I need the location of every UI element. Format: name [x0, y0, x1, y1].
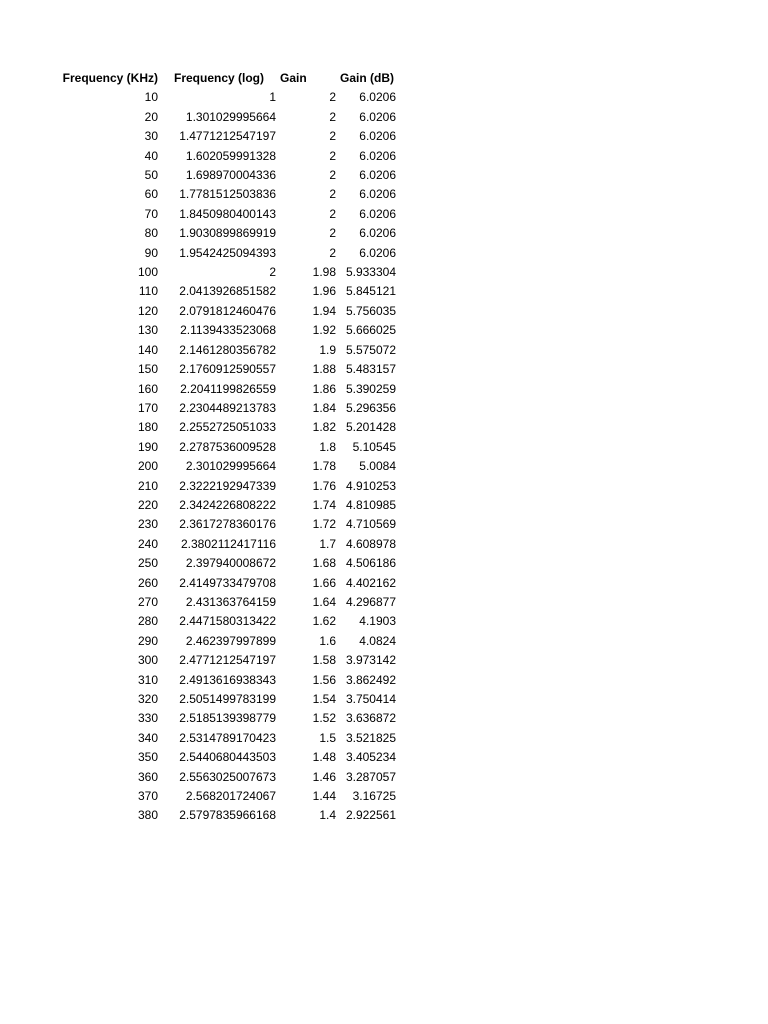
cell-frequency-khz: 320 [137, 692, 158, 706]
cell-frequency-log: 2.301029995664 [185, 459, 276, 474]
header-gain-db: Gain (dB) [340, 71, 394, 85]
table-row [0, 593, 398, 612]
table-row [0, 632, 398, 651]
cell-frequency-log: 2.4471580313422 [179, 614, 276, 629]
table-row [0, 341, 398, 360]
cell-gain: 1.84 [312, 400, 336, 415]
cell-gain: 1.92 [312, 323, 336, 338]
cell-frequency-khz: 380 [137, 808, 158, 823]
table-row [0, 185, 398, 204]
header-frequency-log: Frequency (log) [173, 71, 264, 85]
cell-frequency-log: 2.2552725051033 [179, 420, 276, 435]
table-row [0, 515, 398, 534]
table-row [0, 729, 398, 748]
cell-frequency-khz: 200 [137, 459, 158, 474]
cell-frequency-khz: 150 [137, 362, 158, 377]
cell-gain-db: 6.0206 [359, 109, 396, 124]
table-row [0, 574, 398, 593]
cell-gain: 1.68 [312, 556, 336, 571]
cell-frequency-khz: 50 [144, 168, 158, 183]
cell-gain-db: 6.0206 [359, 187, 396, 202]
cell-frequency-log: 2.4149733479708 [179, 575, 276, 590]
cell-frequency-log: 2.3424226808222 [179, 497, 276, 512]
table-row [0, 205, 398, 224]
cell-frequency-log: 1.8450980400143 [179, 206, 276, 221]
cell-gain-db: 6.0206 [359, 245, 396, 260]
cell-gain: 1.72 [312, 517, 336, 532]
cell-gain-db: 4.296877 [345, 594, 396, 609]
cell-frequency-log: 2.462397997899 [185, 633, 276, 648]
table-row [0, 709, 398, 728]
cell-frequency-log: 2.5440680443503 [179, 750, 276, 765]
cell-gain-db: 4.402162 [345, 575, 396, 590]
cell-gain: 2 [329, 109, 336, 124]
cell-gain: 1.4 [319, 808, 336, 823]
table-row [0, 224, 398, 243]
cell-gain-db: 5.296356 [345, 400, 396, 415]
cell-gain: 2 [329, 168, 336, 183]
cell-gain-db: 3.521825 [345, 730, 396, 745]
cell-gain: 1.46 [312, 769, 336, 784]
cell-gain-db: 4.608978 [345, 536, 396, 551]
cell-frequency-khz: 290 [137, 633, 158, 648]
cell-frequency-log: 1 [269, 90, 276, 105]
table-row [0, 438, 398, 457]
table-row [0, 671, 398, 690]
cell-frequency-khz: 40 [144, 148, 158, 163]
cell-frequency-khz: 100 [137, 265, 158, 280]
table-row [0, 263, 398, 282]
table-row [0, 147, 398, 166]
cell-gain: 2 [329, 187, 336, 202]
cell-frequency-log: 2.431363764159 [185, 594, 276, 609]
cell-frequency-log: 2 [269, 265, 276, 280]
table-row [0, 806, 398, 825]
cell-gain-db: 3.750414 [345, 692, 396, 706]
cell-gain: 2 [329, 245, 336, 260]
cell-gain: 2 [329, 206, 336, 221]
cell-gain: 1.76 [312, 478, 336, 493]
table-row [0, 612, 398, 631]
cell-frequency-log: 2.5797835966168 [179, 808, 276, 823]
cell-frequency-log: 2.1461280356782 [179, 342, 276, 357]
cell-frequency-khz: 80 [144, 226, 158, 241]
cell-gain-db: 5.0084 [359, 459, 396, 474]
cell-frequency-khz: 240 [137, 536, 158, 551]
cell-frequency-khz: 350 [137, 750, 158, 765]
table-row [0, 282, 398, 301]
table-row [0, 127, 398, 146]
cell-frequency-log: 1.9542425094393 [179, 245, 276, 260]
cell-gain-db: 5.483157 [345, 362, 396, 377]
cell-gain: 2 [329, 90, 336, 105]
cell-frequency-khz: 370 [137, 789, 158, 804]
cell-frequency-khz: 330 [137, 711, 158, 726]
cell-frequency-khz: 120 [137, 303, 158, 318]
cell-frequency-khz: 160 [137, 381, 158, 396]
cell-frequency-log: 2.0791812460476 [179, 303, 276, 318]
cell-frequency-log: 2.5185139398779 [179, 711, 276, 726]
header-row [0, 69, 398, 88]
cell-gain: 1.44 [312, 789, 336, 804]
table-row [0, 748, 398, 767]
cell-frequency-khz: 180 [137, 420, 158, 435]
cell-gain-db: 4.506186 [345, 556, 396, 571]
cell-gain-db: 4.0824 [359, 633, 396, 648]
cell-frequency-log: 2.2041199826559 [180, 381, 276, 396]
cell-gain: 1.54 [312, 692, 336, 706]
cell-frequency-log: 1.602059991328 [185, 148, 276, 163]
cell-frequency-khz: 310 [137, 672, 158, 687]
cell-frequency-khz: 70 [144, 206, 158, 221]
cell-gain-db: 5.575072 [345, 342, 396, 357]
cell-gain: 1.9 [319, 342, 336, 357]
cell-gain-db: 5.666025 [345, 323, 396, 338]
cell-gain: 1.98 [312, 265, 336, 280]
cell-frequency-khz: 250 [137, 556, 158, 571]
cell-frequency-log: 2.0413926851582 [179, 284, 276, 299]
table-row [0, 418, 398, 437]
cell-gain-db: 6.0206 [359, 90, 396, 105]
cell-frequency-log: 2.397940008672 [185, 556, 276, 571]
table-row [0, 554, 398, 573]
table-row [0, 108, 398, 127]
cell-frequency-khz: 110 [138, 284, 158, 299]
cell-gain: 1.58 [312, 653, 336, 668]
cell-frequency-log: 2.2304489213783 [179, 400, 276, 415]
cell-frequency-log: 2.3617278360176 [179, 517, 276, 532]
cell-frequency-khz: 140 [137, 342, 158, 357]
table-row [0, 496, 398, 515]
cell-frequency-khz: 20 [144, 109, 158, 124]
cell-frequency-log: 2.4771212547197 [179, 653, 276, 668]
cell-gain-db: 3.973142 [345, 653, 396, 668]
cell-frequency-khz: 210 [137, 478, 158, 493]
cell-frequency-khz: 340 [137, 730, 158, 745]
table-body [0, 88, 398, 825]
cell-gain: 1.86 [312, 381, 336, 396]
cell-frequency-log: 2.3222192947339 [179, 478, 276, 493]
cell-gain-db: 6.0206 [359, 129, 396, 144]
table-row [0, 244, 398, 263]
cell-gain-db: 3.405234 [345, 750, 396, 765]
table-row [0, 768, 398, 787]
cell-frequency-log: 2.1139433523068 [180, 323, 276, 338]
cell-frequency-khz: 220 [137, 497, 158, 512]
cell-gain-db: 4.910253 [345, 478, 396, 493]
cell-gain: 1.62 [312, 614, 336, 629]
table-row [0, 321, 398, 340]
cell-frequency-khz: 230 [137, 517, 158, 532]
cell-gain: 1.52 [312, 711, 336, 726]
cell-frequency-khz: 60 [144, 187, 158, 202]
cell-frequency-khz: 270 [137, 594, 158, 609]
cell-gain: 1.94 [312, 303, 336, 318]
cell-gain-db: 6.0206 [359, 148, 396, 163]
header-frequency-khz: Frequency (KHz) [62, 71, 158, 85]
cell-gain-db: 5.845121 [345, 284, 396, 299]
cell-gain: 1.74 [312, 497, 336, 512]
cell-gain: 1.5 [319, 730, 336, 745]
cell-gain: 1.78 [312, 459, 336, 474]
cell-frequency-log: 1.7781512503836 [179, 187, 276, 202]
cell-frequency-khz: 300 [137, 653, 158, 668]
cell-gain-db: 5.10545 [352, 439, 396, 454]
cell-gain: 1.8 [319, 439, 336, 454]
cell-frequency-log: 2.5314789170423 [179, 730, 276, 745]
table-row [0, 380, 398, 399]
cell-frequency-log: 1.4771212547197 [179, 129, 276, 144]
cell-gain: 2 [329, 226, 336, 241]
cell-frequency-log: 2.4913616938343 [179, 672, 276, 687]
cell-frequency-log: 2.3802112417116 [181, 536, 276, 551]
cell-gain-db: 5.933304 [345, 265, 396, 280]
cell-gain-db: 3.636872 [345, 711, 396, 726]
cell-frequency-khz: 10 [144, 90, 158, 105]
table-row [0, 787, 398, 806]
table-row [0, 651, 398, 670]
cell-gain-db: 3.16725 [352, 789, 396, 804]
cell-frequency-log: 1.9030899869919 [179, 226, 276, 241]
table-row [0, 360, 398, 379]
cell-gain-db: 4.710569 [345, 517, 396, 532]
cell-frequency-khz: 190 [137, 439, 158, 454]
cell-frequency-khz: 170 [137, 400, 158, 415]
cell-gain-db: 4.1903 [359, 614, 396, 629]
cell-gain: 1.66 [312, 575, 336, 590]
cell-gain-db: 3.287057 [345, 769, 396, 784]
cell-frequency-khz: 260 [137, 575, 158, 590]
header-gain: Gain [280, 71, 307, 85]
table-row [0, 399, 398, 418]
cell-gain-db: 5.201428 [345, 420, 396, 435]
spreadsheet [0, 69, 398, 826]
table-row [0, 457, 398, 476]
cell-gain: 1.7 [319, 536, 336, 551]
cell-frequency-khz: 30 [144, 129, 158, 144]
cell-gain-db: 5.756035 [345, 303, 396, 318]
cell-gain-db: 5.390259 [345, 381, 396, 396]
cell-gain: 1.96 [312, 284, 336, 299]
cell-frequency-log: 2.568201724067 [185, 789, 276, 804]
cell-frequency-log: 2.2787536009528 [179, 439, 276, 454]
table-row [0, 535, 398, 554]
cell-gain: 1.56 [312, 672, 336, 687]
cell-gain: 1.6 [319, 633, 336, 648]
cell-gain: 2 [329, 148, 336, 163]
data-table [0, 69, 398, 826]
table-row [0, 88, 398, 107]
cell-gain: 1.64 [312, 594, 336, 609]
cell-frequency-khz: 280 [137, 614, 158, 629]
cell-gain-db: 6.0206 [359, 168, 396, 183]
cell-frequency-log: 1.698970004336 [185, 168, 276, 183]
cell-frequency-khz: 360 [137, 769, 158, 784]
cell-frequency-khz: 130 [137, 323, 158, 338]
cell-gain-db: 3.862492 [345, 672, 396, 687]
table-row [0, 302, 398, 321]
cell-frequency-log: 2.5563025007673 [179, 769, 276, 784]
cell-gain-db: 4.810985 [345, 497, 396, 512]
table-row [0, 477, 398, 496]
cell-gain: 1.88 [312, 362, 336, 377]
table-row [0, 166, 398, 185]
table-row [0, 690, 398, 709]
cell-gain-db: 6.0206 [359, 206, 396, 221]
cell-gain: 1.48 [312, 750, 336, 765]
cell-frequency-log: 2.1760912590557 [179, 362, 276, 377]
cell-frequency-khz: 90 [144, 245, 158, 260]
cell-frequency-log: 2.5051499783199 [179, 692, 276, 706]
cell-gain: 1.82 [312, 420, 336, 435]
cell-gain-db: 6.0206 [359, 226, 396, 241]
cell-gain-db: 2.922561 [345, 808, 396, 823]
cell-frequency-log: 1.301029995664 [185, 109, 276, 124]
cell-gain: 2 [329, 129, 336, 144]
